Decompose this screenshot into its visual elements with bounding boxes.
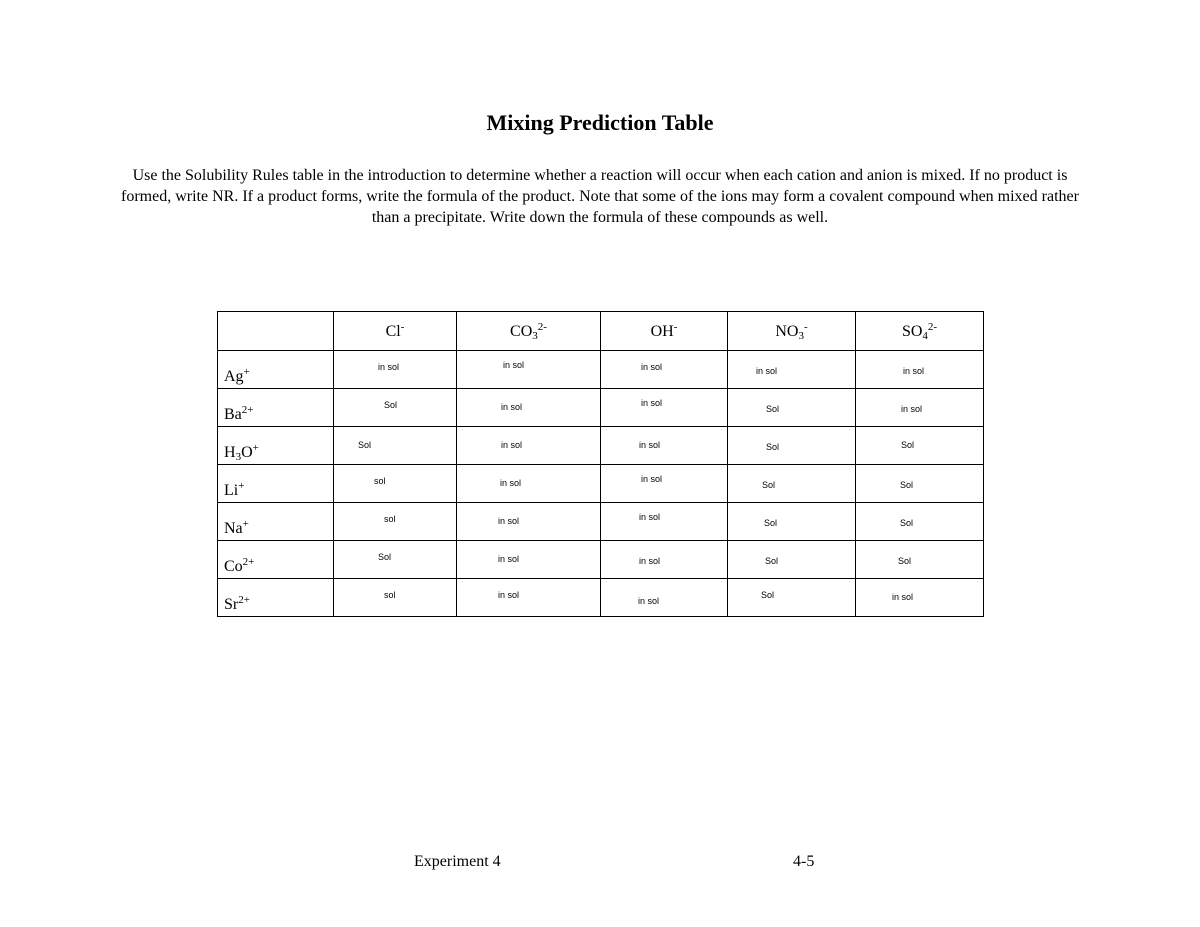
prediction-cell[interactable]: [728, 389, 856, 427]
prediction-entry: in sol: [639, 511, 661, 522]
prediction-entry: in sol: [639, 555, 661, 566]
corner-cell: [218, 312, 334, 351]
prediction-entry: in sol: [498, 589, 520, 600]
anion-charge: 2-: [537, 321, 547, 333]
cation-label: [218, 427, 334, 465]
anion-subscript: 3: [532, 330, 538, 342]
prediction-entry: in sol: [503, 359, 525, 370]
cation-label: [218, 579, 334, 617]
prediction-cell[interactable]: [457, 503, 601, 541]
anion-subscript: 3: [798, 330, 804, 342]
prediction-cell[interactable]: [728, 579, 856, 617]
prediction-cell[interactable]: [334, 389, 457, 427]
prediction-cell[interactable]: [856, 427, 984, 465]
cation-label: [218, 503, 334, 541]
cation-charge: +: [243, 366, 250, 378]
prediction-cell[interactable]: [457, 351, 601, 389]
prediction-cell[interactable]: [334, 351, 457, 389]
cation-symbol: Li: [224, 482, 239, 499]
cation-label: [218, 541, 334, 579]
table-row: [218, 579, 984, 617]
prediction-entry: Sol: [765, 555, 779, 566]
prediction-cell[interactable]: [856, 541, 984, 579]
prediction-cell[interactable]: [601, 503, 728, 541]
prediction-entry: in sol: [892, 591, 914, 602]
prediction-entry: Sol: [762, 479, 776, 490]
cation-charge: 2+: [242, 556, 255, 568]
anion-header: [856, 312, 984, 351]
prediction-cell[interactable]: [601, 579, 728, 617]
prediction-cell[interactable]: [334, 579, 457, 617]
anion-charge: -: [803, 321, 808, 333]
prediction-cell[interactable]: [334, 427, 457, 465]
prediction-entry: in sol: [498, 515, 520, 526]
prediction-cell[interactable]: [728, 541, 856, 579]
anion-symbol: Cl: [385, 323, 401, 340]
cation-subscript: 3: [235, 451, 242, 463]
cation-symbol: H: [224, 444, 236, 461]
prediction-cell[interactable]: [601, 465, 728, 503]
prediction-entry: sol: [384, 589, 396, 600]
prediction-entry: in sol: [501, 401, 523, 412]
anion-header: [334, 312, 457, 351]
prediction-cell[interactable]: [856, 351, 984, 389]
prediction-cell[interactable]: [856, 503, 984, 541]
table-row: [218, 427, 984, 465]
prediction-entry: Sol: [766, 441, 780, 452]
cation-symbol: Ba: [224, 406, 242, 423]
table-row: [218, 465, 984, 503]
cation-label: [218, 465, 334, 503]
prediction-entry: in sol: [901, 403, 923, 414]
instructions-text: Use the Solubility Rules table in the introduction to determine whether a reaction will occur when each cation and anion is mixed. If no product is formed, write NR. If a product forms, write the formula of the product. Note that some of the ions may form a covalent compound when mixed rather than a precipitate. Write down the formula of these compounds as well.: [121, 167, 1079, 226]
cation-charge: +: [252, 442, 259, 454]
prediction-cell[interactable]: [601, 541, 728, 579]
prediction-cell[interactable]: [334, 541, 457, 579]
prediction-cell[interactable]: [457, 541, 601, 579]
table-row: [218, 541, 984, 579]
prediction-cell[interactable]: [728, 465, 856, 503]
prediction-cell[interactable]: [728, 427, 856, 465]
prediction-entry: in sol: [378, 361, 400, 372]
prediction-cell[interactable]: [457, 465, 601, 503]
prediction-entry: Sol: [900, 517, 914, 528]
prediction-cell[interactable]: [457, 389, 601, 427]
prediction-entry: Sol: [901, 439, 915, 450]
prediction-entry: Sol: [766, 403, 780, 414]
cation-label: [218, 351, 334, 389]
prediction-cell[interactable]: [457, 579, 601, 617]
prediction-entry: in sol: [641, 361, 663, 372]
anion-header: [457, 312, 601, 351]
prediction-entry: in sol: [756, 365, 778, 376]
prediction-entry: in sol: [641, 397, 663, 408]
mixing-prediction-table: [217, 311, 984, 617]
cation-symbol: Co: [224, 558, 243, 575]
prediction-entry: in sol: [639, 439, 661, 450]
prediction-entry: in sol: [501, 439, 523, 450]
table-row: [218, 389, 984, 427]
prediction-entry: Sol: [384, 399, 398, 410]
cation-symbol: Sr: [224, 596, 239, 613]
prediction-entry: Sol: [900, 479, 914, 490]
prediction-cell[interactable]: [728, 503, 856, 541]
prediction-cell[interactable]: [728, 351, 856, 389]
footer-page-number: 4-5: [793, 853, 815, 870]
prediction-entry: in sol: [498, 553, 520, 564]
prediction-entry: Sol: [378, 551, 392, 562]
prediction-entry: Sol: [898, 555, 912, 566]
prediction-entry: in sol: [500, 477, 522, 488]
cation-label: [218, 389, 334, 427]
table-row: [218, 503, 984, 541]
prediction-entry: in sol: [638, 595, 660, 606]
cation-charge: +: [238, 480, 245, 492]
prediction-cell[interactable]: [856, 465, 984, 503]
prediction-cell[interactable]: [601, 351, 728, 389]
anion-charge: -: [673, 321, 678, 333]
cation-charge: 2+: [241, 404, 254, 416]
footer-experiment: Experiment 4: [414, 853, 501, 870]
prediction-cell[interactable]: [856, 389, 984, 427]
cation-charge: 2+: [238, 594, 250, 606]
cation-symbol-suffix: O: [241, 444, 253, 461]
anion-header: [601, 312, 728, 351]
page-title: Mixing Prediction Table: [486, 110, 714, 135]
prediction-entry: Sol: [764, 517, 778, 528]
prediction-entry: sol: [374, 475, 386, 486]
anion-symbol: CO: [510, 323, 533, 340]
anion-charge: -: [400, 321, 405, 333]
prediction-entry: in sol: [641, 473, 663, 484]
anion-charge: 2-: [927, 321, 938, 333]
prediction-cell[interactable]: [334, 465, 457, 503]
cation-symbol: Na: [224, 520, 243, 537]
cation-charge: +: [242, 518, 249, 530]
anion-symbol: SO: [901, 323, 923, 340]
anion-subscript: 4: [922, 330, 928, 342]
prediction-cell[interactable]: [856, 579, 984, 617]
prediction-cell[interactable]: [601, 389, 728, 427]
prediction-cell[interactable]: [457, 427, 601, 465]
anion-header: [728, 312, 856, 351]
prediction-cell[interactable]: [601, 427, 728, 465]
header-row: [218, 312, 984, 351]
table-row: [218, 351, 984, 389]
anion-symbol: NO: [775, 323, 799, 340]
prediction-entry: Sol: [761, 589, 775, 600]
anion-symbol: OH: [650, 323, 674, 340]
prediction-entry: Sol: [358, 439, 372, 450]
prediction-entry: in sol: [903, 365, 925, 376]
prediction-cell[interactable]: [334, 503, 457, 541]
cation-symbol: Ag: [224, 368, 244, 385]
prediction-entry: sol: [384, 513, 396, 524]
